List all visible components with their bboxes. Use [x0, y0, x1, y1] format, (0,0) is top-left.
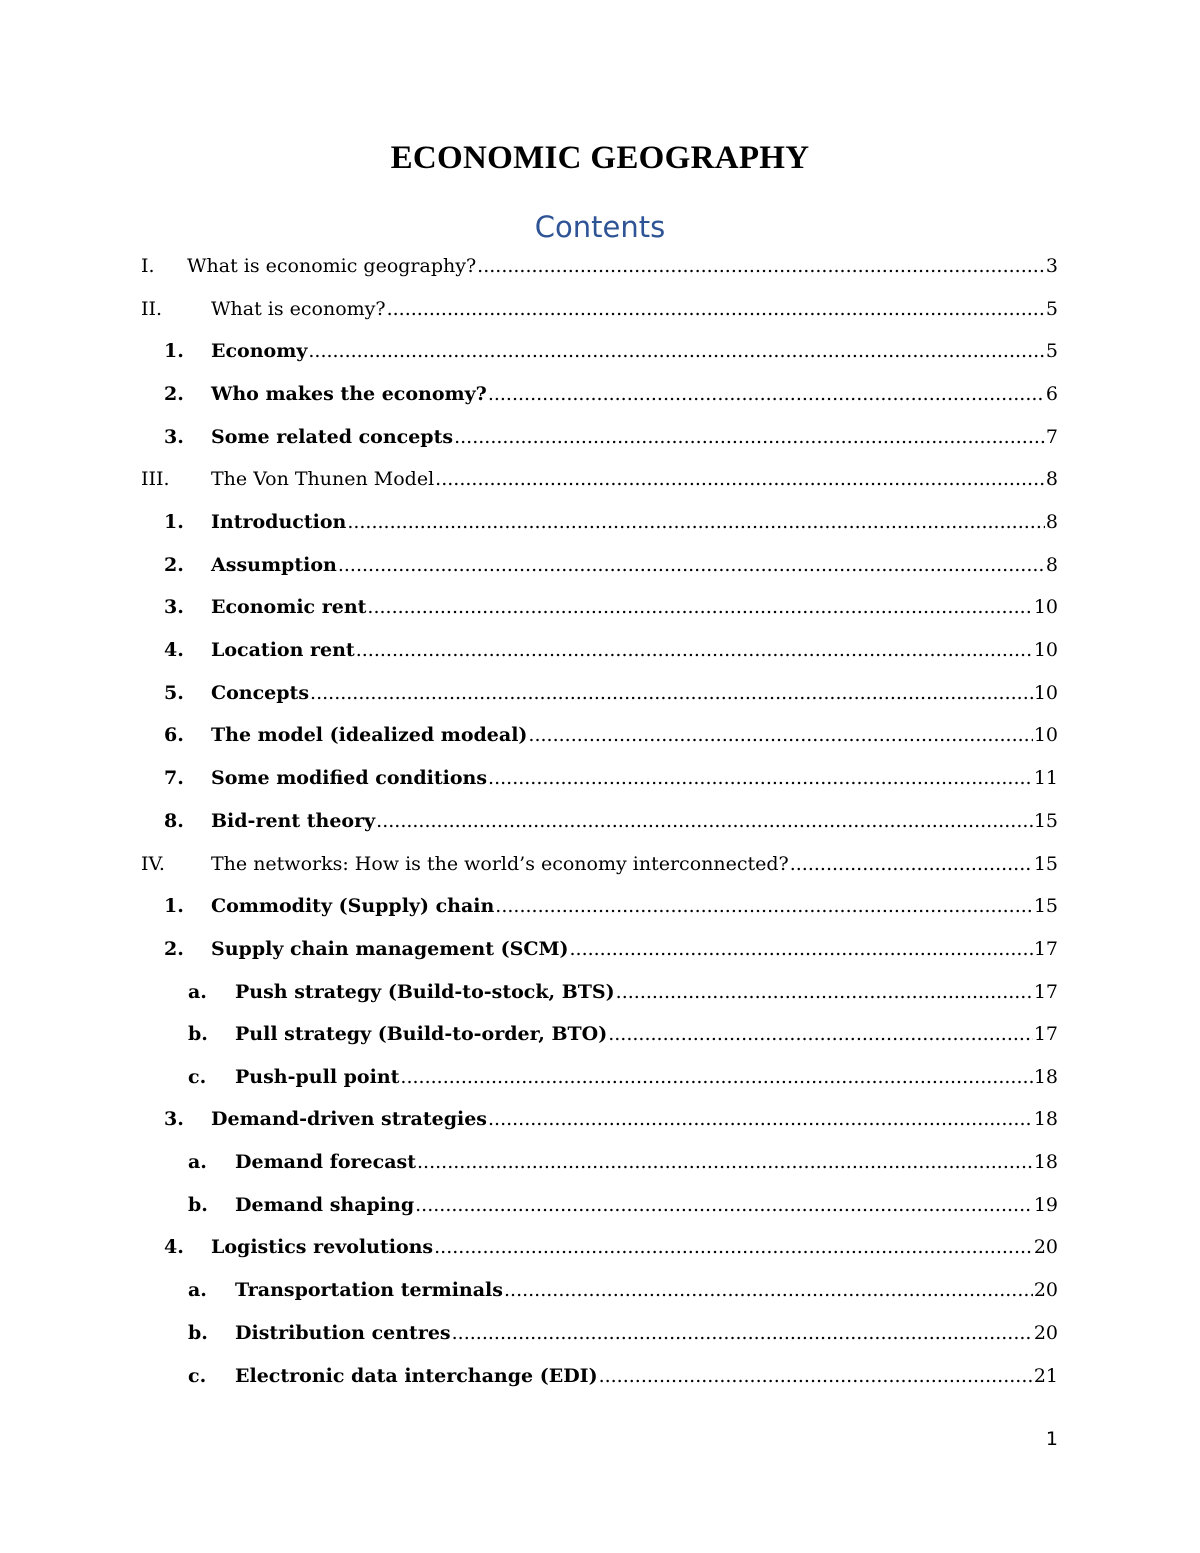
- toc-entry-number: 3.: [164, 596, 184, 618]
- toc-entry-title: What is economic geography?: [187, 255, 477, 277]
- toc-entry-number: a.: [188, 1151, 207, 1173]
- toc-entry-title: Transportation terminals: [235, 1279, 503, 1301]
- toc-entry[interactable]: [0, 886, 1200, 926]
- toc-dot-leader: [417, 1142, 1033, 1182]
- toc-dot-leader: [495, 886, 1033, 926]
- toc-entry-page: 10: [1033, 639, 1058, 661]
- toc-entry-page: 10: [1033, 681, 1058, 704]
- toc-entry-page: 17: [1033, 1023, 1058, 1045]
- toc-entry-page: 5: [1045, 340, 1058, 362]
- toc-entry-number: I.: [141, 255, 155, 277]
- toc-entry[interactable]: [0, 630, 1200, 670]
- toc-entry-title: Introduction: [211, 511, 347, 533]
- toc-dot-leader: [477, 246, 1045, 286]
- toc-entry-number: 2.: [164, 553, 184, 576]
- toc-dot-leader: [434, 1227, 1033, 1267]
- toc-entry[interactable]: [0, 502, 1200, 542]
- toc-entry[interactable]: [0, 929, 1200, 969]
- toc-entry-title: Supply chain management (SCM): [211, 937, 569, 960]
- toc-entry-page: 6: [1045, 383, 1058, 405]
- toc-entry-number: IV.: [141, 852, 165, 875]
- toc-entry-page: 15: [1033, 895, 1058, 917]
- toc-entry[interactable]: [0, 374, 1200, 414]
- toc-entry-title: Demand shaping: [235, 1193, 415, 1216]
- toc-entry-number: III.: [141, 468, 170, 490]
- toc-entry-page: 11: [1033, 767, 1058, 789]
- toc-entry-number: 3.: [164, 1108, 184, 1130]
- toc-entry-number: b.: [188, 1193, 208, 1216]
- toc-entry-page: 10: [1033, 596, 1058, 618]
- toc-entry[interactable]: [0, 417, 1200, 457]
- toc-dot-leader: [452, 1313, 1033, 1353]
- toc-entry-title: Economy: [211, 340, 308, 362]
- toc-entry-page: 20: [1033, 1236, 1058, 1258]
- toc-entry-page: 10: [1033, 724, 1058, 746]
- toc-dot-leader: [488, 374, 1045, 414]
- toc-dot-leader: [528, 715, 1032, 755]
- toc-dot-leader: [400, 1057, 1032, 1097]
- toc-entry[interactable]: [0, 1270, 1200, 1310]
- toc-entry-page: 21: [1033, 1365, 1058, 1387]
- toc-dot-leader: [504, 1270, 1033, 1310]
- toc-entry-page: 17: [1033, 980, 1058, 1003]
- contents-heading: Contents: [534, 210, 666, 244]
- toc-entry[interactable]: [0, 758, 1200, 798]
- toc-entry-number: 7.: [164, 767, 184, 789]
- toc-entry-number: 5.: [164, 681, 184, 704]
- toc-dot-leader: [387, 289, 1045, 329]
- toc-entry-title: Logistics revolutions: [211, 1236, 434, 1258]
- toc-entry-page: 18: [1033, 1065, 1058, 1088]
- toc-entry-title: The model (idealized modeal): [211, 724, 528, 746]
- toc-dot-leader: [376, 801, 1033, 841]
- toc-entry-page: 17: [1033, 937, 1058, 960]
- toc-entry[interactable]: [0, 1185, 1200, 1225]
- toc-entry-title: Economic rent: [211, 596, 367, 618]
- toc-entry-page: 15: [1033, 852, 1058, 875]
- toc-entry-title: The Von Thunen Model: [211, 468, 435, 490]
- toc-entry-page: 18: [1033, 1108, 1058, 1130]
- toc-entry-title: Who makes the economy?: [211, 383, 487, 405]
- toc-entry-number: c.: [188, 1365, 207, 1387]
- toc-entry-title: Distribution centres: [235, 1322, 451, 1344]
- toc-entry-number: 3.: [164, 425, 184, 448]
- toc-entry-page: 8: [1045, 468, 1058, 490]
- toc-dot-leader: [367, 587, 1032, 627]
- toc-entry[interactable]: [0, 545, 1200, 585]
- toc-entry-title: Some related concepts: [211, 425, 454, 448]
- toc-entry-title: What is economy?: [211, 297, 386, 320]
- toc-entry[interactable]: [0, 801, 1200, 841]
- toc-entry-page: 20: [1033, 1322, 1058, 1344]
- toc-dot-leader: [308, 331, 1045, 371]
- toc-dot-leader: [488, 758, 1033, 798]
- toc-entry-title: Some modified conditions: [211, 767, 488, 789]
- toc-entry-number: II.: [141, 297, 163, 320]
- toc-dot-leader: [488, 1099, 1033, 1139]
- toc-entry-number: 1.: [164, 340, 184, 362]
- document-title: ECONOMIC GEOGRAPHY: [390, 140, 810, 176]
- toc-entry-number: 4.: [164, 639, 184, 661]
- toc-entry-page: 18: [1033, 1151, 1058, 1173]
- toc-dot-leader: [310, 673, 1033, 713]
- toc-entry[interactable]: [0, 459, 1200, 499]
- toc-entry[interactable]: [0, 1356, 1200, 1396]
- toc-entry-title: Concepts: [211, 681, 310, 704]
- toc-entry-number: 6.: [164, 724, 184, 746]
- toc-entry[interactable]: [0, 587, 1200, 627]
- toc-entry-page: 8: [1045, 511, 1058, 533]
- toc-entry-title: Push-pull point: [235, 1065, 400, 1088]
- toc-entry-title: Demand forecast: [235, 1151, 416, 1173]
- toc-entry[interactable]: [0, 1099, 1200, 1139]
- toc-entry-title: Assumption: [211, 553, 337, 576]
- toc-entry[interactable]: [0, 1227, 1200, 1267]
- toc-dot-leader: [616, 972, 1033, 1012]
- toc-entry-number: 8.: [164, 810, 184, 832]
- toc-entry-page: 15: [1033, 810, 1058, 832]
- toc-entry-title: Pull strategy (Build-to-order, BTO): [235, 1023, 608, 1045]
- toc-entry-number: c.: [188, 1065, 207, 1088]
- toc-dot-leader: [790, 844, 1033, 884]
- toc-entry-page: 7: [1045, 425, 1058, 448]
- toc-entry-title: Location rent: [211, 639, 355, 661]
- toc-entry[interactable]: [0, 331, 1200, 371]
- toc-entry[interactable]: [0, 844, 1200, 884]
- toc-entry-title: Push strategy (Build-to-stock, BTS): [235, 980, 615, 1003]
- toc-entry-number: 2.: [164, 383, 184, 405]
- toc-entry[interactable]: [0, 673, 1200, 713]
- toc-entry-page: 19: [1033, 1193, 1058, 1216]
- toc-dot-leader: [599, 1356, 1033, 1396]
- toc-dot-leader: [347, 502, 1045, 542]
- toc-dot-leader: [454, 417, 1045, 457]
- toc-entry-number: 4.: [164, 1236, 184, 1258]
- toc-entry-number: b.: [188, 1023, 208, 1045]
- toc-entry[interactable]: [0, 289, 1200, 329]
- toc-dot-leader: [569, 929, 1032, 969]
- toc-entry-number: 2.: [164, 937, 184, 960]
- toc-dot-leader: [608, 1014, 1033, 1054]
- toc-entry-title: Commodity (Supply) chain: [211, 895, 495, 917]
- toc-entry-title: Demand-driven strategies: [211, 1108, 487, 1130]
- toc-entry-number: 1.: [164, 895, 184, 917]
- toc-entry[interactable]: [0, 1142, 1200, 1182]
- toc-dot-leader: [338, 545, 1045, 585]
- toc-entry-number: b.: [188, 1322, 208, 1344]
- toc-entry[interactable]: [0, 972, 1200, 1012]
- toc-entry-number: a.: [188, 980, 207, 1003]
- toc-entry[interactable]: [0, 246, 1200, 286]
- toc-entry-page: 8: [1045, 553, 1058, 576]
- toc-entry-page: 5: [1045, 297, 1058, 320]
- toc-entry-title: The networks: How is the world’s economy interconnected?: [211, 852, 789, 875]
- toc-entry-number: 1.: [164, 511, 184, 533]
- toc-entry-page: 20: [1033, 1279, 1058, 1301]
- toc-entry-title: Electronic data interchange (EDI): [235, 1365, 598, 1387]
- toc-entry-number: a.: [188, 1279, 207, 1301]
- toc-dot-leader: [356, 630, 1033, 670]
- toc-entry[interactable]: [0, 1014, 1200, 1054]
- toc-entry[interactable]: [0, 1057, 1200, 1097]
- page-number: 1: [1045, 1428, 1058, 1450]
- toc-entry-page: 3: [1045, 255, 1058, 277]
- toc-entry-title: Bid-rent theory: [211, 810, 376, 832]
- toc-dot-leader: [435, 459, 1045, 499]
- toc-entry[interactable]: [0, 1313, 1200, 1353]
- toc-dot-leader: [415, 1185, 1033, 1225]
- toc-entry[interactable]: [0, 715, 1200, 755]
